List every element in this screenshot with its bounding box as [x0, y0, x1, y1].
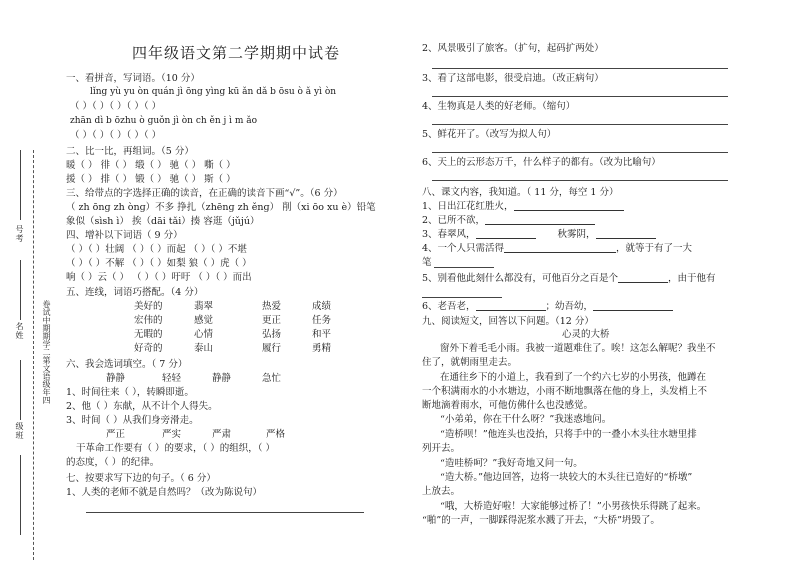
q6-sentence: 干革命工作要有（ ）的要求，（ ）的组织，（ ） [76, 443, 276, 454]
q1-pinyin-row1: lǐng yù yu òn quán jì ōng yìng kū ǎn dǎ b ōsu ò ǎ yì òn [90, 87, 337, 97]
q6-choice: 静静 [212, 373, 232, 384]
answer-line[interactable] [432, 124, 728, 125]
q2-row2: 援（ ） 排（ ） 锻（ ） 驰（ ） 斯（ ） [66, 174, 236, 185]
margin-rule [20, 360, 21, 420]
q5-word[interactable]: 感觉 [194, 315, 214, 326]
answer-line[interactable] [432, 68, 728, 69]
q1-heading: 一、看拼音，写词语。（10 分） [66, 73, 200, 84]
passage-line: 窗外下着毛毛小雨。我被一道题难住了。唉！这怎么解呢？我坐不 [440, 343, 716, 354]
q7-item: 1、人类的老师不就是自然吗？（改为陈说句） [66, 487, 263, 498]
passage-line: “造大桥。”他边回答，边将一块较大的木头往已造好的“桥墩” [440, 472, 693, 483]
q8-item: 4、一个人只需活得 ，就等于有了一大 [422, 243, 693, 254]
fold-line [33, 150, 34, 560]
q5-word[interactable]: 心情 [194, 329, 214, 340]
q3-row1: （ zh ōnɡ zh ònɡ）不多 挣扎（zhēnɡ zh ěnɡ） 削（xi ōo xu è）铅笔 [66, 202, 376, 213]
passage-line: “造哇桥呵？”我好奇地又问一句。 [440, 458, 583, 469]
fill-blank[interactable] [476, 300, 546, 311]
passage-line: “哦，大桥造好啦！大家能够过桥了！”小男孩快乐得跳了起来。 [440, 501, 707, 512]
q4-row1: （ ）（ ）壮阔 （ ）（ ）而起 （ ）（ ）不堪 [66, 244, 247, 255]
passage-line: 一个积满雨水的小水塘边，小雨不断地飘落在他的身上，头发梢上不 [422, 386, 708, 397]
q5-word[interactable]: 泰山 [194, 343, 214, 354]
margin-rule [20, 260, 21, 320]
q4-row2: （ ）（ ）不解 （ ）（ ）如梨 狼（ ）虎（ ） [66, 258, 252, 269]
q1-blanks-row2: （ ）（ ）（ ）（ ）（ ） [70, 130, 162, 141]
q5-word[interactable]: 无暇的 [134, 329, 163, 340]
margin-vertical-text: 卷试中期期学二第文语级年四 [42, 300, 51, 404]
answer-line[interactable] [422, 297, 502, 298]
q8-item: 1、日出江花红胜火， [422, 200, 624, 214]
q3-row2: 象似（sìsh ì） 挨（dāi tǎi）揍 容逛（jǔjú） [66, 216, 260, 227]
label-xingming: 名姓 [15, 322, 24, 340]
fill-blank[interactable] [596, 228, 656, 239]
margin-rule [20, 150, 21, 220]
q6-choice: 轻轻 [162, 373, 182, 384]
answer-line[interactable] [432, 152, 728, 153]
fill-blank[interactable] [504, 242, 616, 253]
q6-sentence: 3、时间（ ）从我们身旁滑走。 [66, 415, 199, 426]
q5-heading: 五、连线，词语巧搭配。（4 分） [66, 287, 204, 298]
q1-pinyin-row2: zhān dì b ōzhu ò guǒn jì òn ch ěn j ì m ǎo [70, 116, 258, 126]
q8-heading: 八、课文内容，我知道。（ 11 分，每空 1 分） [422, 187, 619, 198]
passage-line: “啪”的一声，一脚踩得泥浆水溅了开去，“大桥”坍毁了。 [422, 515, 660, 526]
q6-choice: 急忙 [262, 373, 282, 384]
q5-word[interactable]: 成绩 [312, 301, 332, 312]
fill-blank[interactable] [476, 228, 536, 239]
label-kaohao: 号考 [15, 225, 24, 243]
passage-title: 心灵的大桥 [562, 329, 610, 340]
q6-sentence: 2、他（ ）东献，从不计个人得失。 [66, 401, 218, 412]
q8-item: 3、春翠风， 秋雾阴， [422, 228, 656, 242]
answer-line[interactable] [434, 267, 494, 268]
fill-blank[interactable] [593, 300, 673, 311]
passage-line: 住了，就朝雨里走去。 [422, 357, 518, 368]
q5-word[interactable]: 宏伟的 [134, 315, 163, 326]
answer-line[interactable] [86, 512, 364, 513]
answer-line[interactable] [432, 96, 728, 97]
q8-item: 5、别看他此刻什么都没有，可他百分之百是个 ，由于他有 [422, 273, 716, 284]
q8-item: 6、老吾老， ；幼吾幼， [422, 300, 673, 314]
page-title: 四年级语文第二学期期中试卷 [132, 44, 341, 62]
q9-heading: 九、阅读短文，回答以下问题。（12 分） [422, 316, 594, 327]
q2-heading: 二、比一比，再组词。（5 分） [66, 146, 194, 157]
binding-margin [0, 0, 60, 565]
q5-word[interactable]: 美好的 [134, 301, 163, 312]
q4-row3: 响（ ）云（ ） （ ）（ ）吁吁 （ ）（ ）而出 [66, 272, 252, 283]
q7-item: 2、风景吸引了旅客。（扩句，起码扩两处） [422, 43, 604, 54]
q5-word[interactable]: 好奇的 [134, 343, 163, 354]
margin-rule [20, 455, 21, 535]
passage-line: 上放去。 [422, 486, 461, 497]
q5-word[interactable]: 和平 [312, 329, 332, 340]
q7-item: 5、鲜花开了。（改写为拟人句） [422, 129, 557, 140]
q4-heading: 四、增补以下词语（ 9 分） [66, 230, 183, 241]
fill-blank[interactable] [618, 272, 668, 283]
q7-item: 3、看了这部电影，很受启迪。（改正病句） [422, 73, 604, 84]
q7-heading: 七、按要求写下边的句子。（ 6 分） [66, 473, 216, 484]
q6-heading: 六、我会选词填空。（ 7 分） [66, 359, 188, 370]
label-banji: 级班 [15, 422, 24, 440]
passage-line: 在通往乡下的小道上，我看到了一个约六七岁的小男孩，他蹲在 [440, 372, 707, 383]
passage-line: 列开去。 [422, 443, 461, 454]
q5-word[interactable]: 履行 [262, 343, 282, 354]
q6-sentence: 的态度，（ ）的纪律。 [66, 457, 160, 468]
q2-row1: 暖（ ） 徘（ ） 缎（ ） 驰（ ） 嘶（ ） [66, 160, 236, 171]
q6-choice: 严肃 [212, 429, 232, 440]
q6-choice: 静静 [106, 373, 126, 384]
q6-choice: 严正 [106, 429, 126, 440]
passage-line: “造桥呗！”他连头也没抬，只将手中的一叠小木头往水塘里排 [440, 429, 697, 440]
q5-word[interactable]: 任务 [312, 315, 332, 326]
q6-choice: 严格 [266, 429, 286, 440]
q1-blanks-row1: （ ）（ ）（ ）（ ）（ ） [70, 101, 162, 112]
q7-item: 6、天上的云形态万千，什么样子的都有。（改为比喻句） [422, 157, 661, 168]
answer-line[interactable] [432, 180, 728, 181]
q5-word[interactable]: 弘扬 [262, 329, 282, 340]
q5-word[interactable]: 更正 [262, 315, 282, 326]
q8-item-cont: 笔 [422, 257, 432, 268]
passage-line: 断地滴着雨水，可他仿佛什么也没感觉。 [422, 400, 594, 411]
q3-heading: 三、给带点的字选择正确的读音，在正确的读音下画“√”。（6 分） [66, 188, 343, 199]
q5-word[interactable]: 翡翠 [194, 301, 214, 312]
q8-item: 2、已所不欲， [422, 214, 595, 228]
q7-item: 4、生物真是人类的好老师。（缩句） [422, 101, 576, 112]
fill-blank[interactable] [485, 214, 595, 225]
fill-blank[interactable] [514, 200, 624, 211]
q6-choice: 严实 [162, 429, 182, 440]
q5-word[interactable]: 勇精 [312, 343, 332, 354]
passage-line: “小弟弟，你在干什么呀？”我迷惑地问。 [440, 414, 612, 425]
q5-word[interactable]: 热爱 [262, 301, 282, 312]
q6-sentence: 1、时间往来（ ），转瞬即逝。 [66, 387, 194, 398]
